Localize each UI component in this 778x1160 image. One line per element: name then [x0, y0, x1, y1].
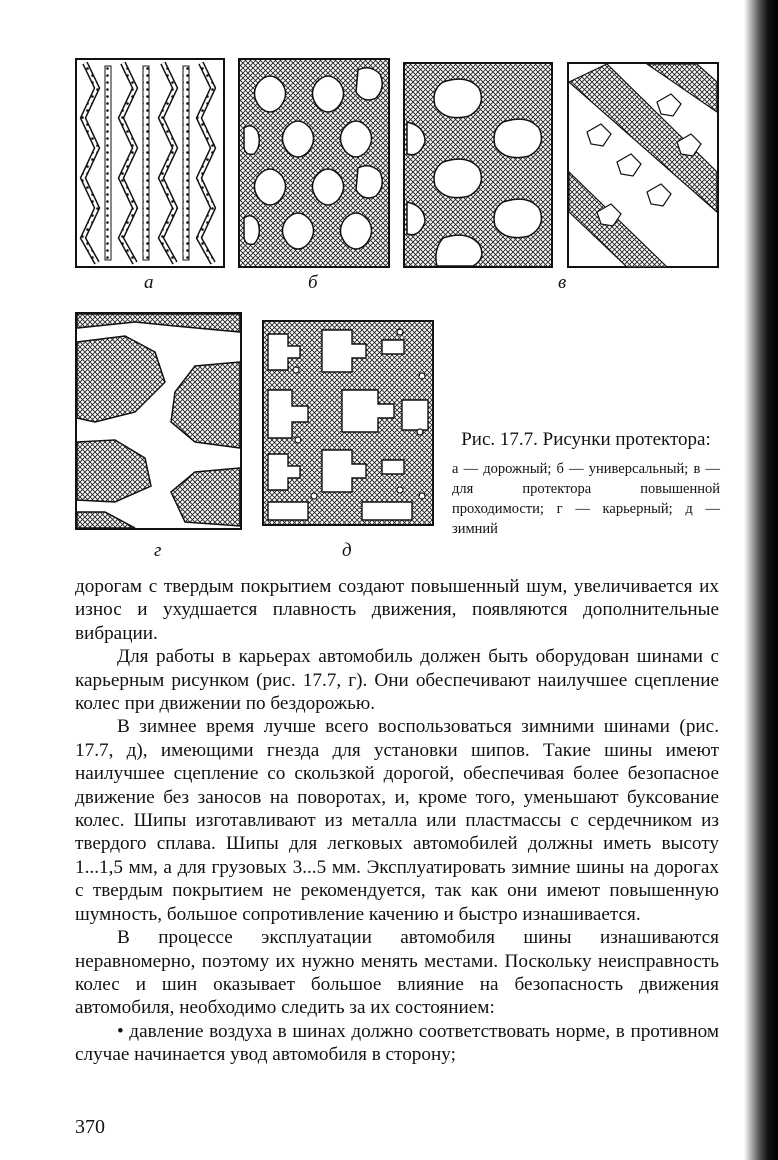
tread-panel-g	[75, 312, 242, 530]
paragraph: дорогам с твердым покрытием создают повышенный шум, увеличивается их износ и ухудшается плавность движения, появляются дополнительные вибрации.	[75, 576, 719, 644]
figure-caption	[452, 428, 720, 539]
tread-panel-v-right	[567, 62, 719, 268]
caption-title: Рис. 17.7. Рисунки протектора:	[461, 429, 711, 450]
panel-label-a: а	[144, 272, 154, 293]
paragraph: В зимнее время лучше всего воспользоваться зимними шинами (рис. 17.7, д), имеющими гнезда для установки шипов. Такие шины имеют наилучшее сцепление со скользкой дорогой, обеспечивая более безопасное движение без заносов на поворотах, и, кроме того, уменьшают буксование колес. Шипы изготавливают из металла или пластмассы с сердечником из твердого сплава. Шипы для легковых автомобилей должны иметь высоту 1...1,5 мм, а для грузовых 3...5 мм. Эксплуатировать зимние шины на дорогах с твердым покрытием не рекомендуется, так как они имеют повышенную шумность, большое сопротивление качению и быстро изнашивается.	[75, 716, 719, 925]
panel-label-v: в	[558, 272, 567, 293]
tread-panel-v-left	[403, 62, 553, 268]
tread-panel-a	[75, 58, 225, 268]
paragraph: Для работы в карьерах автомобиль должен быть оборудован шинами с карьерным рисунком (рис. 17.7, г). Они обеспечивают наилучшее сцепление колес при движении по бездорожью.	[75, 646, 719, 715]
bullet-item: • давление воздуха в шинах должно соответствовать норме, в противном случае начинается увод автомобиля в сторону;	[75, 1020, 719, 1066]
body-text	[75, 575, 719, 1067]
page-number: 370	[75, 1116, 105, 1138]
panel-label-g: г	[154, 540, 162, 561]
tread-panel-d	[262, 320, 434, 526]
panel-label-b: б	[308, 272, 318, 293]
paragraph: В процессе эксплуатации автомобиля шины изнашиваются неравномерно, поэтому их нужно менять местами. Поскольку неисправность колес и шин оказывает большое влияние на безопасность движения автомобиля, необходимо следить за их состоянием:	[75, 927, 719, 1019]
scan-binding-edge	[744, 0, 778, 1160]
caption-legend: а — дорожный; б — универсальный; в — для протектора повышенной проходимости; г — карьерный; д — зимний	[452, 461, 720, 537]
panel-label-d: д	[342, 540, 352, 561]
tread-panel-b	[238, 58, 390, 268]
